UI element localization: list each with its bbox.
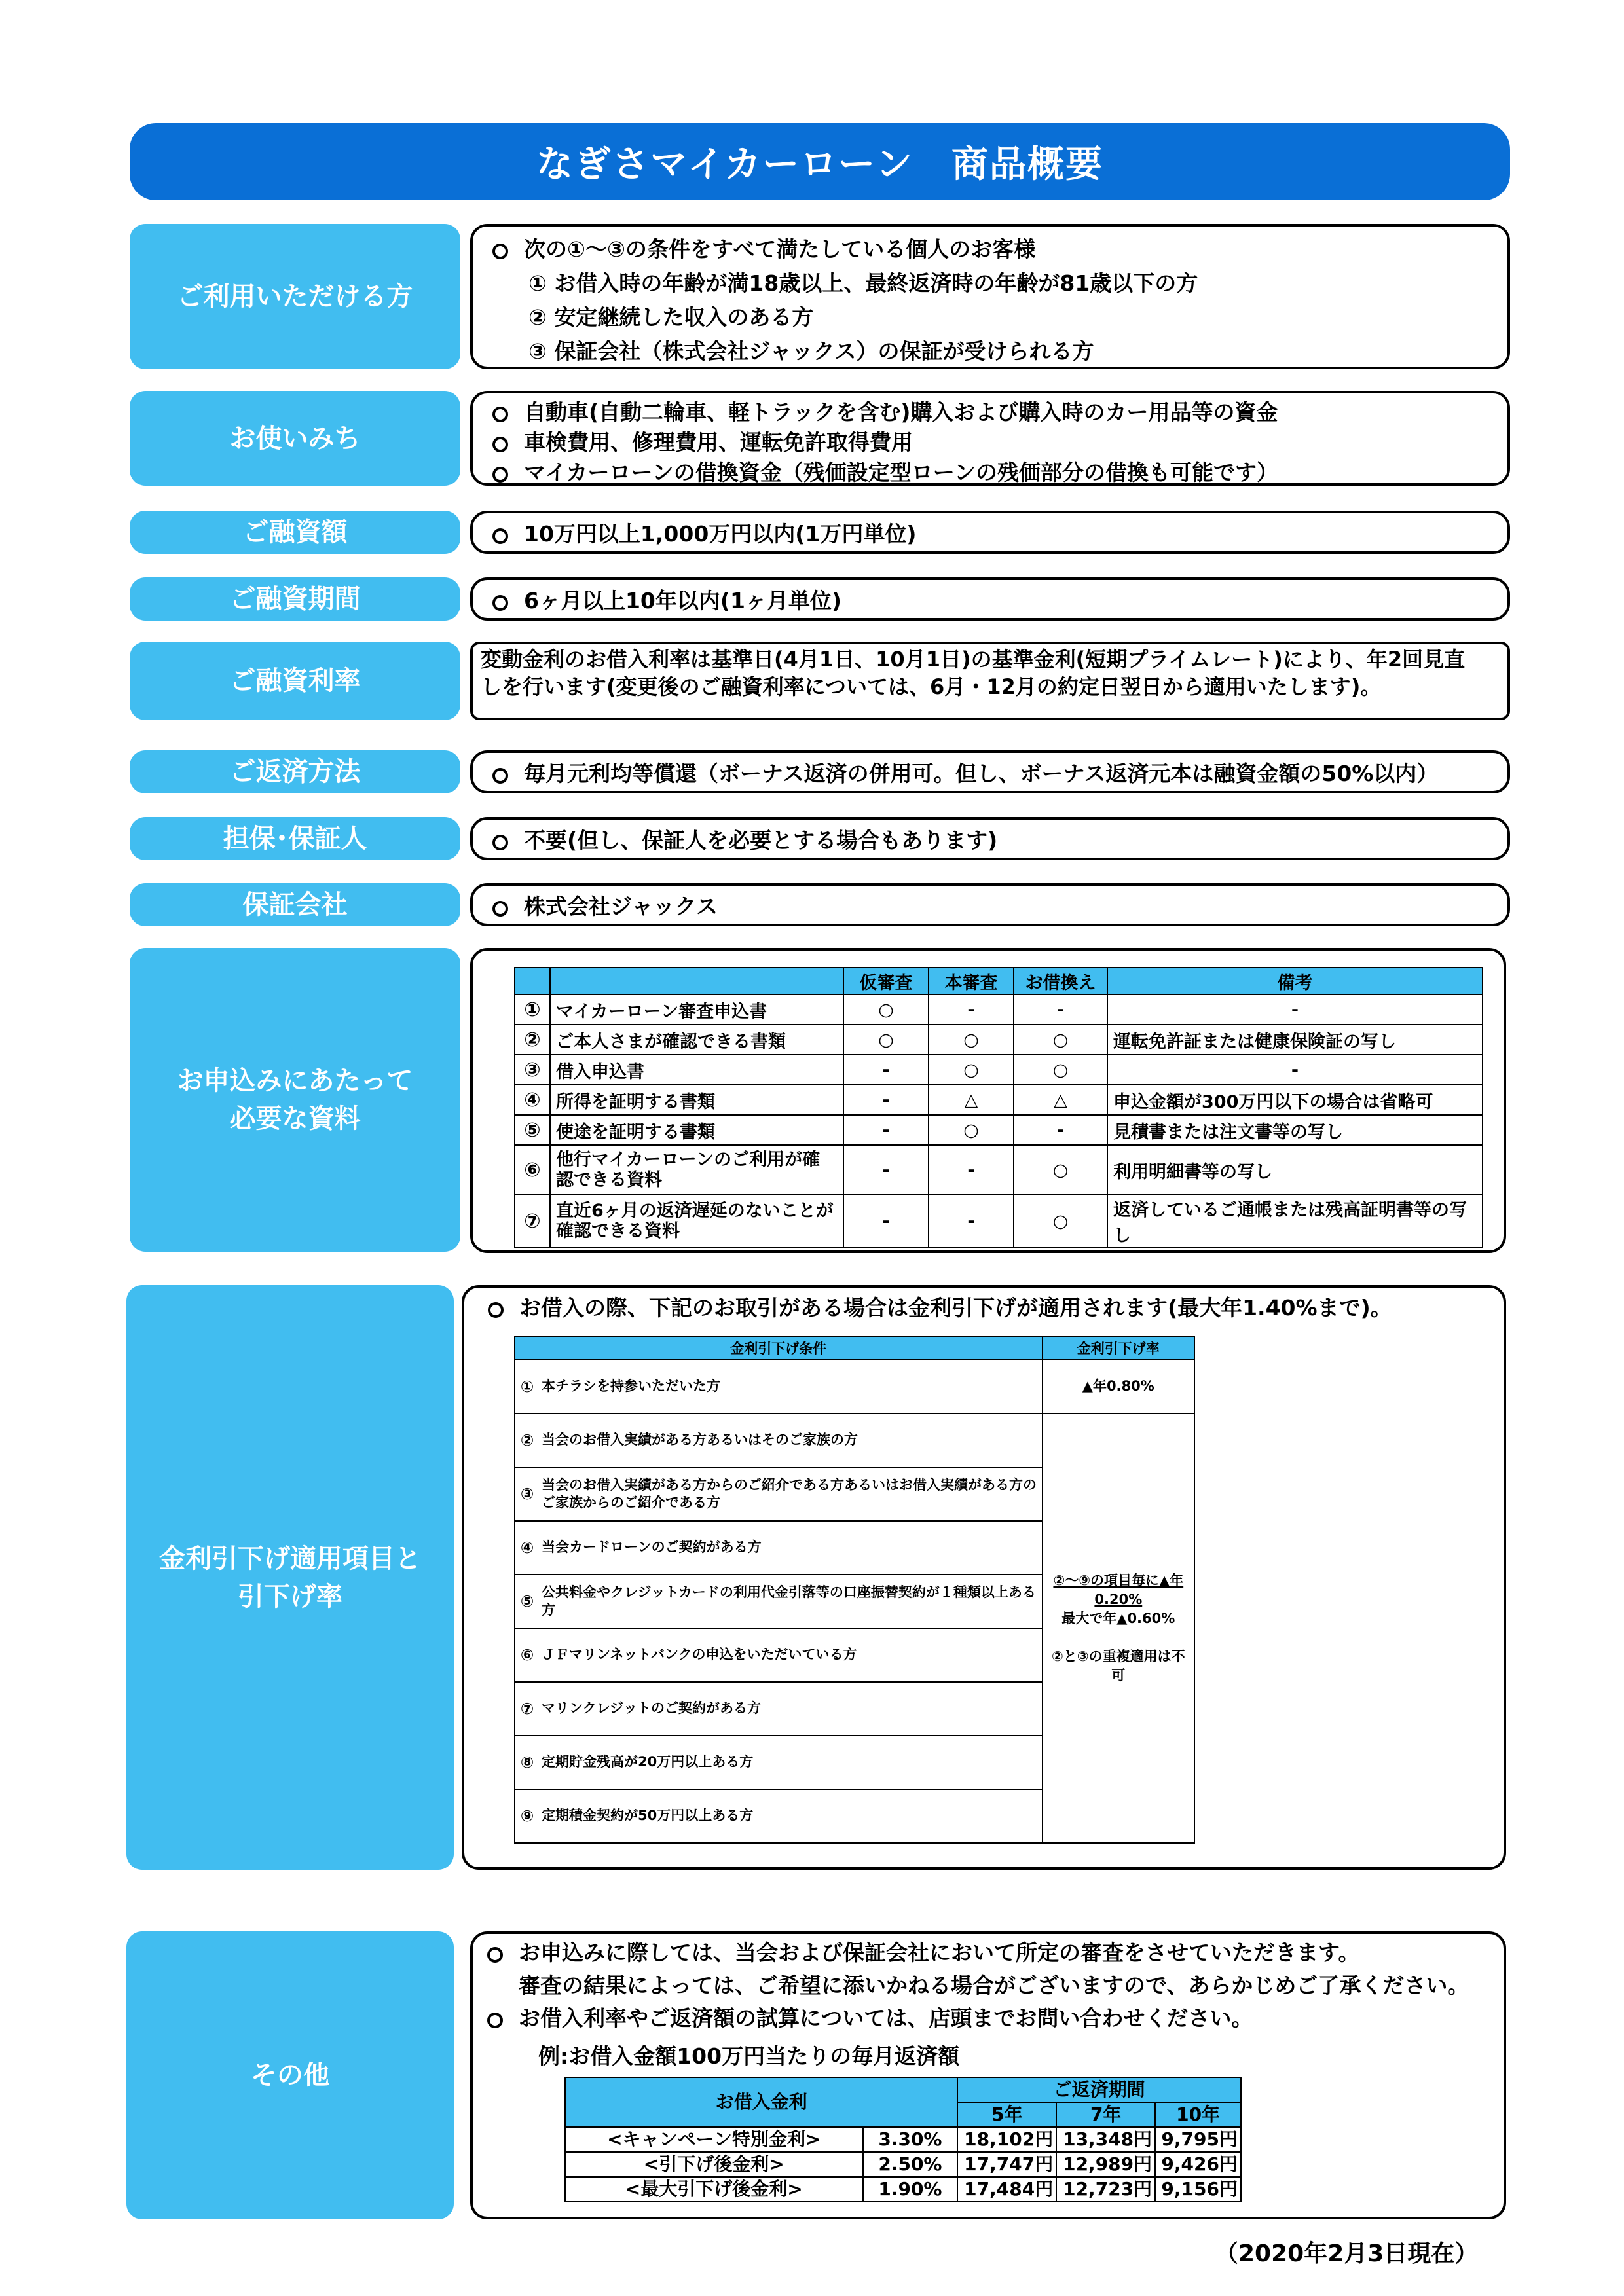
eligible-line-4: ③ 保証会社（株式会社ジャックス）の保証が受けられる方 <box>528 338 1094 364</box>
label-eligible: ご利用いただける方 <box>130 224 460 369</box>
table-row: <最大引下げ後金利> 1.90% 17,484円 12,723円 9,156円 <box>565 2177 1241 2202</box>
table-header: 金利引下げ条件 <box>515 1336 1043 1360</box>
label-discount: 金利引下げ適用項目と引下げ率 <box>126 1285 454 1870</box>
table-header: 10年 <box>1155 2102 1241 2127</box>
date-note: （2020年2月3日現在） <box>1215 2240 1479 2267</box>
table-header: 仮審査 <box>843 968 929 994</box>
table-row: ② 当会のお借入実績がある方あるいはそのご家族の方 ②～⑨の項目毎に▲年0.20% 最大で年▲0.60% ②と③の重複適用は不可 <box>515 1413 1194 1467</box>
eligible-line-3: ② 安定継続した収入のある方 <box>528 304 814 330</box>
box-eligible <box>470 224 1510 369</box>
table-row: ① 本チラシを持参いただいた方 ▲年0.80% <box>515 1360 1194 1413</box>
bullet-circle-icon <box>492 407 508 422</box>
bullet-circle-icon <box>492 467 508 483</box>
table-row: <キャンペーン特別金利> 3.30% 18,102円 13,348円 9,795円 <box>565 2127 1241 2152</box>
eligible-line-1: 次の①～③の条件をすべて満たしている個人のお客様 <box>492 238 1035 260</box>
period-text: 6ヶ月以上10年以内(1ヶ月単位) <box>492 590 841 611</box>
table-row: ④ 当会カードローンのご契約がある方 <box>515 1521 1194 1575</box>
table-row: ③ 借入申込書 - ○ ○ - <box>515 1055 1483 1085</box>
guarantor-text: 株式会社ジャックス <box>492 896 718 917</box>
collateral-text: 不要(但し、保証人を必要とする場合もあります) <box>492 829 997 851</box>
discount-table <box>514 1336 1195 1844</box>
table-row: ① マイカーローン審査申込書 ○ - - - <box>515 994 1483 1025</box>
table-header: ご返済期間 <box>957 2077 1241 2102</box>
table-header: お借換え <box>1014 968 1107 994</box>
label-rate: ご融資利率 <box>130 642 460 720</box>
other-example: 例:お借入金額100万円当たりの毎月返済額 <box>538 2043 960 2069</box>
bullet-circle-icon <box>492 528 508 544</box>
repayment-example-table <box>564 2077 1242 2202</box>
label-other: その他 <box>126 1931 454 2219</box>
bullet-circle-icon <box>487 1947 503 1963</box>
box-period <box>470 577 1510 621</box>
table-row: ④ 所得を証明する書類 - △ △ 申込金額が300万円以下の場合は省略可 <box>515 1085 1483 1115</box>
table-row: ⑥ 他行マイカーローンのご利用が確認できる資料 - - ○ 利用明細書等の写し <box>515 1145 1483 1195</box>
box-guarantor <box>470 883 1510 926</box>
table-row: ⑥ ＪＦマリンネットバンクの申込をいただいている方 <box>515 1628 1194 1682</box>
table-row: ⑤ 公共料金やクレジットカードの利用代金引落等の口座振替契約が１種類以上ある方 <box>515 1575 1194 1628</box>
box-rate <box>470 642 1510 720</box>
table-row: ② ご本人さまが確認できる書類 ○ ○ ○ 運転免許証または健康保険証の写し <box>515 1025 1483 1055</box>
table-row: ⑦ マリンクレジットのご契約がある方 <box>515 1682 1194 1736</box>
usage-line-3: マイカーローンの借換資金（残価設定型ローンの残価部分の借換も可能です） <box>492 462 1278 483</box>
repayment-text: 毎月元利均等償還（ボーナス返済の併用可。但し、ボーナス返済元本は融資金額の50%以内） <box>492 763 1438 784</box>
amount-text: 10万円以上1,000万円以内(1万円単位) <box>492 523 916 545</box>
table-header: 備考 <box>1107 968 1483 994</box>
box-amount <box>470 511 1510 554</box>
bullet-circle-icon <box>492 244 508 259</box>
other-line-1b: 審査の結果によっては、ご希望に添いかねる場合がございますので、あらかじめご了承ください。 <box>519 1973 1469 1998</box>
page-title: なぎさマイカーローン 商品概要 <box>130 123 1510 200</box>
box-repayment <box>470 750 1510 793</box>
label-repayment: ご返済方法 <box>130 750 460 793</box>
bullet-circle-icon <box>492 768 508 784</box>
bullet-circle-icon <box>492 901 508 917</box>
usage-line-1: 自動車(自動二輪車、軽トラックを含む)購入および購入時のカー用品等の資金 <box>492 401 1278 423</box>
table-row: ⑨ 定期積金契約が50万円以上ある方 <box>515 1789 1194 1843</box>
table-row: <引下げ後金利> 2.50% 17,747円 12,989円 9,426円 <box>565 2152 1241 2177</box>
table-row: ⑦ 直近6ヶ月の返済遅延のないことが確認できる資料 - - ○ 返済しているご通帳または残高証明書等の写し <box>515 1195 1483 1247</box>
eligible-line-2: ① お借入時の年齢が満18歳以上、最終返済時の年齢が81歳以下の方 <box>528 270 1198 296</box>
box-usage <box>470 391 1510 486</box>
bullet-circle-icon <box>492 595 508 611</box>
table-row: ③ 当会のお借入実績がある方からのご紹介である方あるいはお借入実績がある方のご家族からのご紹介である方 <box>515 1467 1194 1521</box>
label-usage: お使いみち <box>130 391 460 486</box>
other-line-2: お借入利率やご返済額の試算については、店頭までお問い合わせください。 <box>487 2007 1253 2029</box>
label-guarantor: 保証会社 <box>130 883 460 926</box>
label-amount: ご融資額 <box>130 511 460 554</box>
discount-rate-2: ②～⑨の項目毎に▲年0.20% 最大で年▲0.60% ②と③の重複適用は不可 <box>1043 1413 1194 1843</box>
table-header <box>515 968 550 994</box>
bullet-circle-icon <box>492 437 508 452</box>
discount-rate-1: ▲年0.80% <box>1043 1360 1194 1413</box>
box-collateral <box>470 817 1510 860</box>
table-header: 金利引下げ率 <box>1043 1336 1194 1360</box>
table-header <box>550 968 843 994</box>
bullet-circle-icon <box>492 835 508 850</box>
table-row: ⑤ 使途を証明する書類 - ○ - 見積書または注文書等の写し <box>515 1115 1483 1145</box>
documents-table <box>514 967 1483 1248</box>
label-documents: お申込みにあたって必要な資料 <box>130 948 460 1252</box>
table-row: ⑧ 定期貯金残高が20万円以上ある方 <box>515 1736 1194 1789</box>
usage-line-2: 車検費用、修理費用、運転免許取得費用 <box>492 431 913 453</box>
discount-intro: お借入の際、下記のお取引がある場合は金利引下げが適用されます(最大年1.40%まで)。 <box>488 1297 1392 1319</box>
table-header: 7年 <box>1056 2102 1155 2127</box>
other-line-1: お申込みに際しては、当会および保証会社において所定の審査をさせていただきます。 <box>487 1942 1359 1963</box>
table-header: 5年 <box>957 2102 1056 2127</box>
rate-text: 変動金利のお借入利率は基準日(4月1日、10月1日)の基準金利(短期プライムレート)により、年2回見直しを行います(変更後のご融資利率については、6月・12月の約定日翌日から適用いたします)。 <box>481 647 1466 700</box>
label-period: ご融資期間 <box>130 577 460 621</box>
bullet-circle-icon <box>488 1302 504 1318</box>
label-collateral: 担保･保証人 <box>130 817 460 860</box>
table-header: お借入金利 <box>565 2077 957 2127</box>
bullet-circle-icon <box>487 2013 503 2028</box>
table-header: 本審査 <box>929 968 1014 994</box>
